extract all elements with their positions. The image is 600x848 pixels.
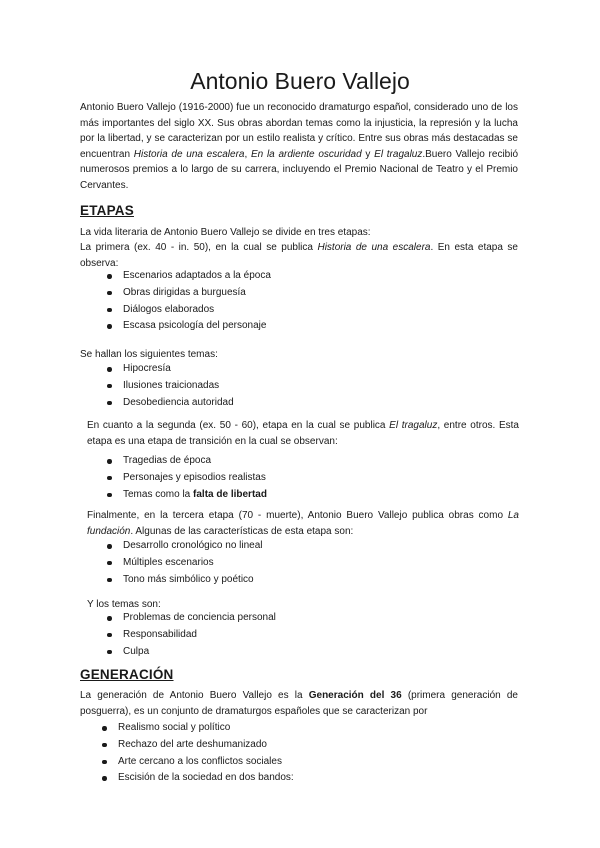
list-item: Responsabilidad xyxy=(107,627,276,644)
third-stage-themes-list xyxy=(107,610,276,660)
generation-paragraph xyxy=(80,688,518,719)
paragraph-text: . En esta etapa se observa: xyxy=(80,242,518,269)
third-stage-features-list xyxy=(107,538,263,588)
list-item: Arte cercano a los conflictos sociales xyxy=(102,754,294,771)
work-title: La fundación xyxy=(87,510,519,537)
generation-features-list xyxy=(102,720,294,787)
paragraph-text: En cuanto a la segunda (ex. 50 - 60), etapa en la cual se publica xyxy=(87,420,390,431)
intro-text: , xyxy=(244,148,251,160)
intro-paragraph xyxy=(80,100,518,193)
paragraph-text: La generación de Antonio Buero Vallejo es la xyxy=(80,690,309,701)
list-item: Hipocresía xyxy=(107,361,234,378)
list-item: Escasa psicología del personaje xyxy=(107,318,271,335)
generation-name: Generación del 36 xyxy=(308,690,402,701)
second-stage-features-list xyxy=(107,453,267,503)
paragraph-text: La primera (ex. 40 - in. 50), en la cual se publica xyxy=(80,242,318,253)
work-title: El tragaluz xyxy=(374,148,423,160)
list-item: Tono más simbólico y poético xyxy=(107,572,263,589)
list-item: Múltiples escenarios xyxy=(107,555,263,572)
intro-text: y xyxy=(361,148,375,160)
list-item: Problemas de conciencia personal xyxy=(107,610,276,627)
paragraph-text: . Algunas de las características de esta etapa son: xyxy=(130,525,354,537)
paragraph-text: Finalmente, en la tercera etapa (70 - muerte), Antonio Buero Vallejo publica obras como xyxy=(87,510,508,521)
list-item: Obras dirigidas a burguesía xyxy=(107,285,271,302)
first-stage-paragraph xyxy=(80,240,518,271)
third-stage-paragraph xyxy=(87,508,519,539)
list-item: Personajes y episodios realistas xyxy=(107,470,267,487)
list-item-emphasis: falta de libertad xyxy=(193,488,267,500)
work-title: El tragaluz xyxy=(389,420,438,431)
etapas-lead: La vida literaria de Antonio Buero Vallejo se divide en tres etapas: xyxy=(80,227,371,238)
list-item: Desobediencia autoridad xyxy=(107,395,234,412)
list-item: Culpa xyxy=(107,644,276,661)
work-title: Historia de una escalera xyxy=(133,148,245,160)
list-item: Rechazo del arte deshumanizado xyxy=(102,737,294,754)
work-title: Historia de una escalera xyxy=(317,242,431,253)
list-item: Diálogos elaborados xyxy=(107,302,271,319)
section-heading-etapas: ETAPAS xyxy=(80,203,134,218)
intro-text: .Buero Vallejo recibió numerosos premios a lo largo de su carrera, incluyendo el Premio Nacional de Teatro y el Premio Cervantes. xyxy=(80,148,519,191)
list-item xyxy=(107,487,267,504)
list-item: Realismo social y político xyxy=(102,720,294,737)
first-stage-themes-list xyxy=(107,361,234,411)
paragraph-text: (primera generación de posguerra), es un conjunto de dramaturgos españoles que se caracterizan por xyxy=(80,690,518,717)
list-item: Tragedias de época xyxy=(107,453,267,470)
list-item-text: Temas como la xyxy=(123,488,194,500)
first-stage-themes-label: Se hallan los siguientes temas: xyxy=(80,349,218,360)
intro-text: Antonio Buero Vallejo (1916-2000) fue un reconocido dramaturgo español, considerado uno de los más importantes del siglo XX. Sus obras abordan temas como la injusticia, la represión y la lucha por la libertad, y se caracterizan por un estilo realista y crítico. Entre sus obras más destacadas se encuentran xyxy=(80,102,518,160)
list-item: Escisión de la sociedad en dos bandos: xyxy=(102,770,294,787)
third-stage-themes-label: Y los temas son: xyxy=(87,599,161,610)
list-item: Escenarios adaptados a la época xyxy=(107,268,271,285)
work-title: En la ardiente oscuridad xyxy=(250,148,362,160)
page-title: Antonio Buero Vallejo xyxy=(190,68,410,94)
paragraph-text: , entre otros. Esta etapa es una etapa de transición en la cual se observan: xyxy=(87,420,519,447)
first-stage-features-list xyxy=(107,268,271,335)
second-stage-paragraph xyxy=(87,418,519,449)
list-item: Desarrollo cronológico no lineal xyxy=(107,538,263,555)
section-heading-generacion: GENERACIÓN xyxy=(80,667,174,682)
list-item: Ilusiones traicionadas xyxy=(107,378,234,395)
